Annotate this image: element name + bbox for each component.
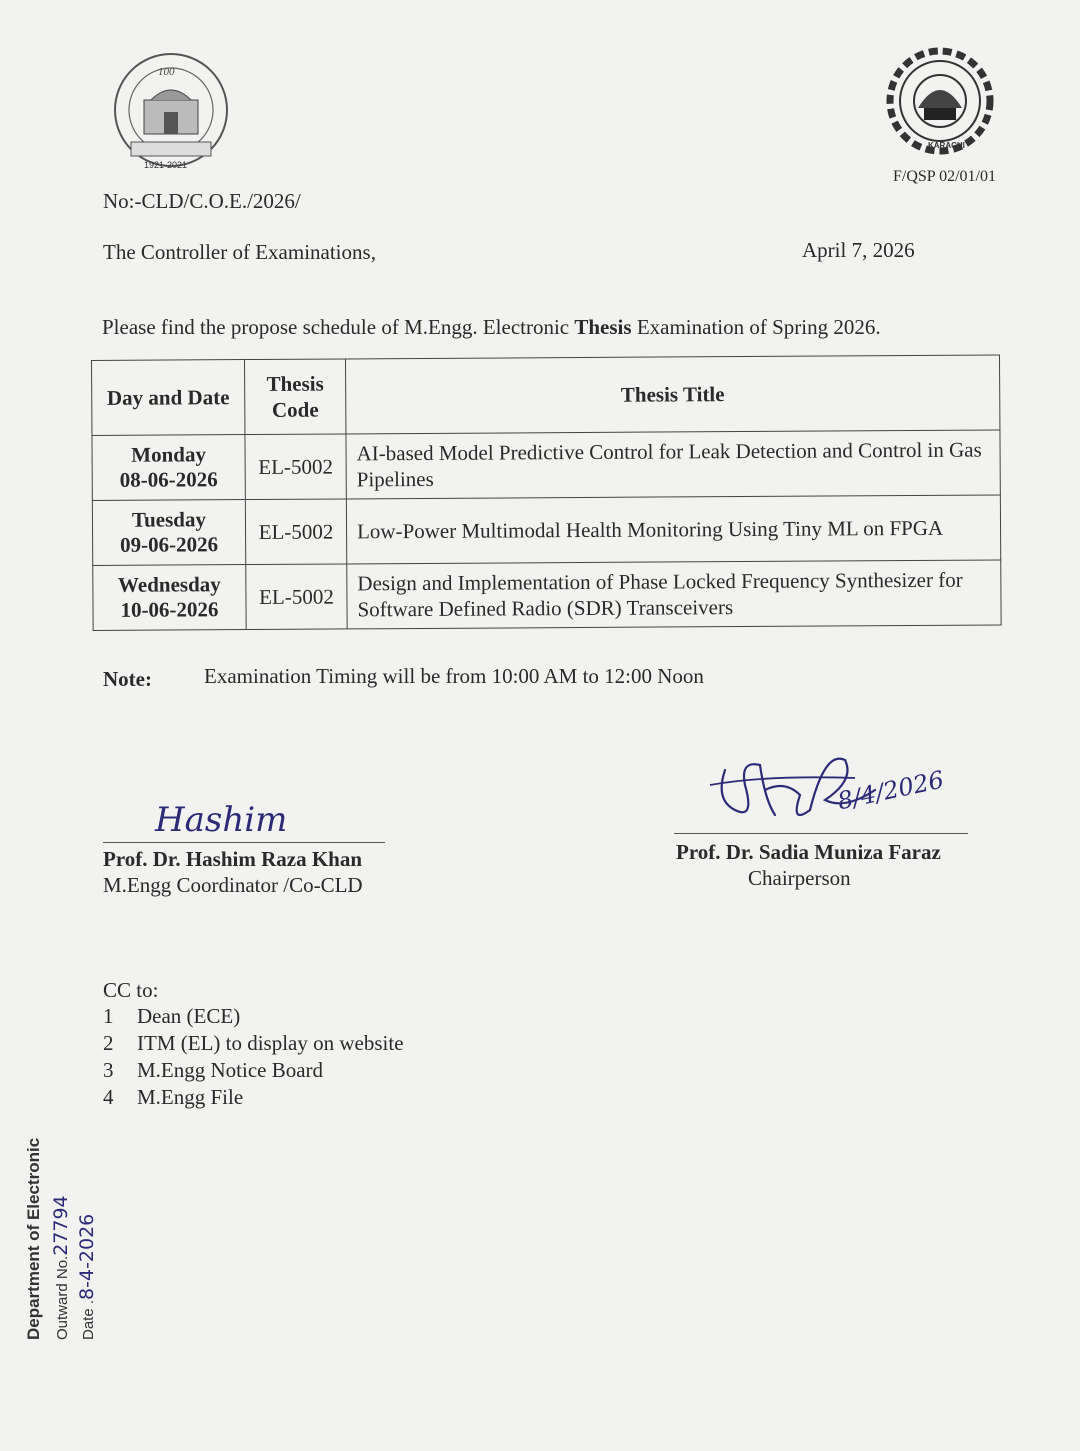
header-thesis-title: Thesis Title — [345, 355, 999, 434]
signature-hashim: Hashim — [155, 800, 288, 840]
table-row — [92, 430, 1000, 501]
signature-line-right — [674, 833, 968, 834]
cc-text: M.Engg File — [137, 1085, 244, 1109]
date: 08-06-2026 — [119, 467, 218, 492]
cc-num: 3 — [103, 1058, 114, 1082]
logo-number: 100 — [158, 66, 175, 78]
day-date-cell — [92, 500, 245, 566]
note-label: Note: — [103, 667, 152, 691]
intro-bold: Thesis — [574, 315, 632, 339]
letter-date: April 7, 2026 — [802, 238, 915, 262]
signatory-left-name: Prof. Dr. Hashim Raza Khan — [103, 847, 363, 871]
cc-list — [103, 1003, 404, 1111]
table-row — [93, 560, 1001, 631]
header-thesis-code — [245, 359, 346, 435]
list-item — [103, 1084, 404, 1111]
day: Monday — [131, 442, 206, 467]
university-logo-right — [878, 44, 1002, 158]
intro-paragraph — [102, 315, 881, 340]
header-code-line2: Code — [271, 397, 319, 422]
intro-prefix: Please find the propose schedule of M.Engg. Electronic — [102, 315, 575, 339]
list-item — [103, 1003, 404, 1030]
schedule-table — [91, 354, 1002, 631]
date: 09-06-2026 — [120, 532, 219, 557]
table-header-row — [92, 355, 1000, 436]
thesis-title: Design and Implementation of Phase Locked Frequency Synthesizer for Software Defined Radio (SDR) Transceivers — [347, 560, 1001, 629]
signatory-left-role: M.Engg Coordinator /Co-CLD — [103, 873, 363, 897]
stamp-outward-value: 27794 — [50, 1195, 72, 1256]
stamp-outward — [50, 1130, 76, 1340]
cc-num: 2 — [103, 1031, 114, 1055]
logo-years: 1921-2021 — [144, 160, 188, 170]
university-logo-left — [106, 50, 236, 175]
thesis-code: EL-5002 — [246, 564, 347, 630]
cc-label: CC to: — [103, 978, 159, 1002]
header-code-line1: Thesis — [266, 371, 324, 396]
thesis-title: AI-based Model Predictive Control for Leak Detection and Control in Gas Pipelines — [346, 430, 1000, 499]
day-date-cell — [92, 435, 245, 501]
stamp-department: Department of Electronic — [24, 1137, 43, 1340]
cc-text: Dean (ECE) — [137, 1004, 241, 1028]
list-item — [103, 1030, 404, 1057]
signature-line-left — [103, 842, 385, 843]
stamp-date-value: 8-4-2026 — [76, 1213, 98, 1300]
stamp-outward-label: Outward No. — [54, 1255, 71, 1340]
thesis-title: Low-Power Multimodal Health Monitoring Using Tiny ML on FPGA — [346, 495, 1000, 564]
outward-stamp — [24, 1130, 144, 1350]
cc-text: M.Engg Notice Board — [137, 1058, 324, 1082]
stamp-date — [76, 1130, 102, 1340]
logo-right-label: KARACHI — [928, 141, 965, 150]
cc-num: 4 — [103, 1085, 114, 1109]
table-row — [92, 495, 1000, 566]
note-text: Examination Timing will be from 10:00 AM to 12:00 Noon — [204, 664, 704, 688]
signatory-right-name: Prof. Dr. Sadia Muniza Faraz — [676, 840, 941, 864]
list-item — [103, 1057, 404, 1084]
day-date-cell — [93, 565, 246, 631]
date: 10-06-2026 — [120, 597, 219, 622]
thesis-code: EL-5002 — [245, 434, 346, 500]
cc-text: ITM (EL) to display on website — [137, 1031, 404, 1055]
thesis-code: EL-5002 — [245, 499, 346, 565]
header-day-date: Day and Date — [92, 360, 245, 436]
reference-number: No:-CLD/C.O.E./2026/ — [103, 189, 301, 213]
intro-suffix: Examination of Spring 2026. — [631, 315, 881, 339]
signature-date-right: 8/4/2026 — [835, 765, 947, 816]
cc-num: 1 — [103, 1004, 114, 1028]
day: Wednesday — [117, 572, 221, 597]
form-code: F/QSP 02/01/01 — [893, 168, 996, 185]
signatory-right-role: Chairperson — [748, 866, 851, 890]
addressee: The Controller of Examinations, — [103, 240, 376, 264]
stamp-date-label: Date . — [80, 1299, 97, 1340]
day: Tuesday — [131, 507, 207, 532]
